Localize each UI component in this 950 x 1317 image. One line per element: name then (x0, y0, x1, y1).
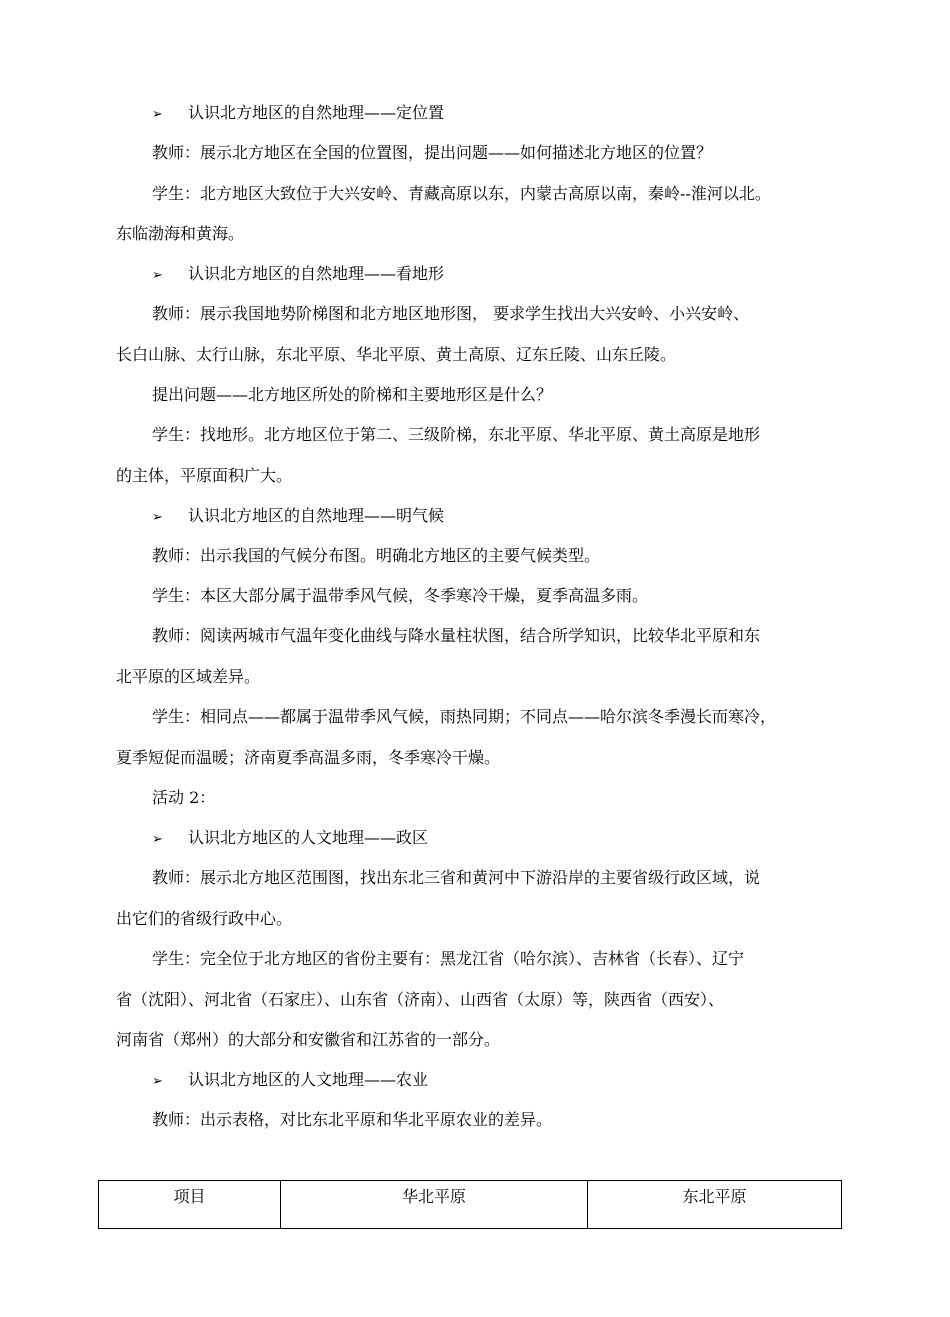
arrow-bullet-icon: ➢ (152, 1074, 163, 1089)
paragraph-line: 教师：阅读两城市气温年变化曲线与降水量柱状图，结合所学知识，比较华北平原和东 (152, 626, 761, 645)
bullet-heading-agriculture: ➢ 认识北方地区的人文地理——农业 (152, 1070, 428, 1092)
paragraph-line: 出它们的省级行政中心。 (116, 909, 293, 928)
paragraph-line: 学生：找地形。北方地区位于第二、三级阶梯，东北平原、华北平原、黄土高原是地形 (152, 425, 761, 444)
paragraph-line: 夏季短促而温暖；济南夏季高温多雨，冬季寒冷干燥。 (116, 748, 501, 767)
paragraph-line: 长白山脉、太行山脉，东北平原、华北平原、黄土高原、辽东丘陵、山东丘陵。 (116, 345, 677, 364)
comparison-table (98, 1180, 842, 1229)
paragraph-line: 教师：展示我国地势阶梯图和北方地区地形图， 要求学生找出大兴安岭、小兴安岭、 (152, 304, 750, 323)
paragraph-line: 北平原的区域差异。 (116, 667, 261, 686)
paragraph-line: 教师：出示我国的气候分布图。明确北方地区的主要气候类型。 (152, 546, 601, 565)
paragraph-line: 教师：展示北方地区在全国的位置图，提出问题——如何描述北方地区的位置？ (152, 143, 713, 162)
paragraph-line: 学生：相同点——都属于温带季风气候，雨热同期；不同点——哈尔滨冬季漫长而寒冷， (152, 707, 777, 726)
arrow-bullet-icon: ➢ (152, 107, 163, 122)
paragraph-line: 学生：北方地区大致位于大兴安岭、青藏高原以东，内蒙古高原以南，秦岭--淮河以北。 (152, 184, 771, 203)
table-header-northeast-plain: 东北平原 (588, 1181, 842, 1229)
bullet-heading-location: ➢ 认识北方地区的自然地理——定位置 (152, 103, 444, 125)
arrow-bullet-icon: ➢ (152, 832, 163, 847)
activity-label: 活动 2： (152, 788, 216, 807)
arrow-bullet-icon: ➢ (152, 510, 163, 525)
paragraph-line: 提出问题——北方地区所处的阶梯和主要地形区是什么？ (152, 385, 553, 404)
table-header-row (99, 1181, 842, 1229)
arrow-bullet-icon: ➢ (152, 268, 163, 283)
paragraph-line: 的主体，平原面积广大。 (116, 466, 293, 485)
paragraph-line: 东临渤海和黄海。 (116, 224, 245, 243)
bullet-heading-regions: ➢ 认识北方地区的人文地理——政区 (152, 828, 428, 850)
bullet-heading-terrain: ➢ 认识北方地区的自然地理——看地形 (152, 264, 444, 286)
table-header-north-china-plain: 华北平原 (281, 1181, 588, 1229)
bullet-heading-climate: ➢ 认识北方地区的自然地理——明气候 (152, 506, 444, 528)
paragraph-line: 学生：本区大部分属于温带季风气候，冬季寒冷干燥，夏季高温多雨。 (152, 586, 649, 605)
paragraph-line: 省（沈阳）、河北省（石家庄）、山东省（济南）、山西省（太原）等，陕西省（西安）、 (116, 990, 725, 1009)
paragraph-line: 学生：完全位于北方地区的省份主要有：黑龙江省（哈尔滨）、吉林省（长春）、辽宁 (152, 949, 745, 968)
paragraph-line: 教师：出示表格，对比东北平原和华北平原农业的差异。 (152, 1110, 553, 1129)
table-header-item: 项目 (99, 1181, 281, 1229)
paragraph-line: 河南省（郑州）的大部分和安徽省和江苏省的一部分。 (116, 1030, 501, 1049)
paragraph-line: 教师：展示北方地区范围图，找出东北三省和黄河中下游沿岸的主要省级行政区域，说 (152, 868, 761, 887)
